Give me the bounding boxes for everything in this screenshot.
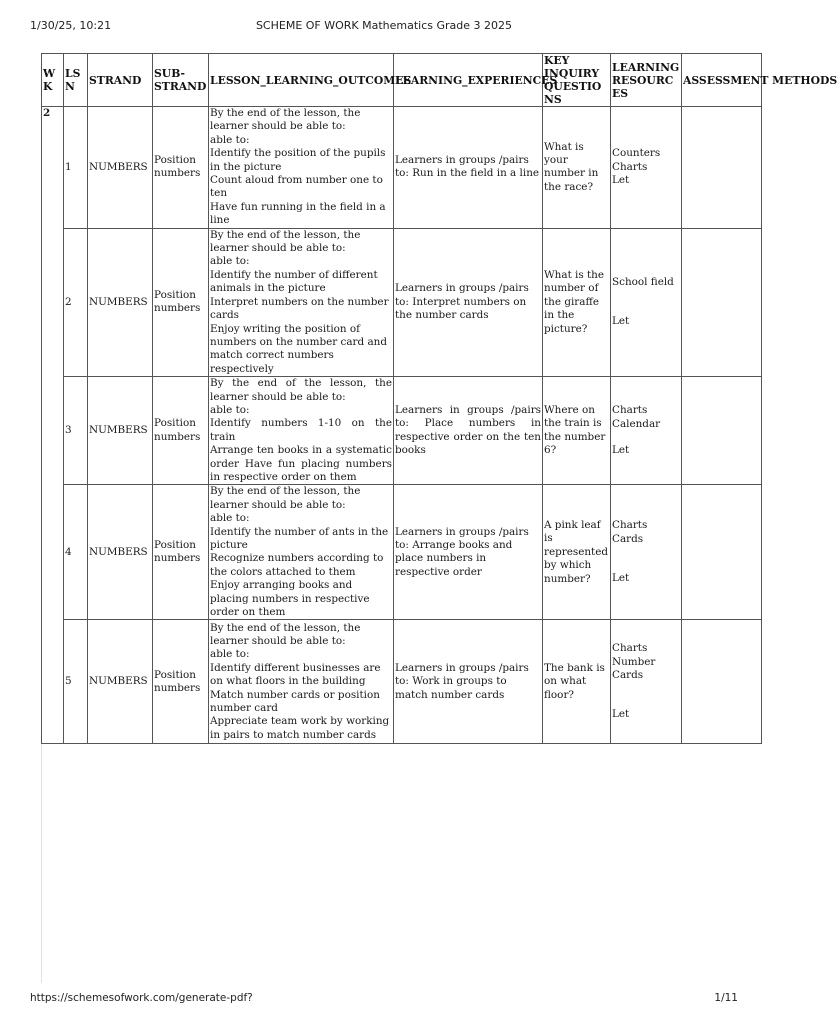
cell-outcomes: [209, 620, 394, 744]
resource-item: Counters: [612, 147, 661, 160]
cell-question: What is your number in the race?: [543, 107, 611, 229]
resource-item: Let: [612, 315, 630, 328]
resource-item: Cards: [612, 532, 644, 545]
outcome-line: Enjoy writing the position of numbers on the number card and match correct numbers respectively: [210, 322, 387, 375]
resource-spacer: [612, 546, 680, 572]
cell-lsn: 4: [64, 485, 88, 620]
cell-experiences: Learners in groups /pairs to: Arrange books and place numbers in respective order: [394, 485, 543, 620]
cell-resources: [611, 228, 682, 376]
outcome-line: By the end of the lesson, the learner should be able to:: [210, 621, 361, 648]
table-row: [42, 485, 762, 620]
col-header-outcomes: LESSON_LEARNING_OUTCOMES: [209, 54, 394, 107]
outcome-line: Identify numbers 1-10 on the train: [210, 417, 392, 443]
print-footer: [0, 992, 768, 1006]
table-viewport: [41, 53, 837, 741]
outcome-line: Identify the number of different animals in the picture: [210, 268, 378, 295]
col-header-resources: LEARNING RESOURCES: [611, 54, 682, 107]
resource-item: Let: [612, 572, 630, 585]
resource-item: Number: [612, 655, 656, 668]
cell-sub-strand: Position numbers: [153, 107, 209, 229]
cell-week: 2: [42, 107, 64, 744]
outcome-line: able to:: [210, 403, 250, 416]
cell-resources: [611, 107, 682, 229]
table-row: [42, 228, 762, 376]
cell-resources: [611, 620, 682, 744]
table-row: [42, 620, 762, 744]
page-number: 1/11: [714, 992, 738, 1004]
cell-experiences: Learners in groups /pairs to: Work in groups to match number cards: [394, 620, 543, 744]
cell-assessment: [682, 620, 762, 744]
resource-spacer: [612, 431, 680, 444]
cell-sub-strand: Position numbers: [153, 377, 209, 485]
cell-assessment: [682, 228, 762, 376]
print-datetime: 1/30/25, 10:21: [30, 19, 112, 32]
resource-item: Charts: [612, 404, 648, 417]
col-header-experiences: LEARNING_EXPERIENCES: [394, 54, 543, 107]
col-header-questions: KEY INQUIRY QUESTIONS: [543, 54, 611, 107]
cell-lsn: 1: [64, 107, 88, 229]
col-header-wk: WK: [42, 54, 64, 107]
cell-outcomes: [209, 377, 394, 485]
outcome-line: Interpret numbers on the number cards: [210, 295, 389, 322]
cell-question: What is the number of the giraffe in the picture?: [543, 228, 611, 376]
cell-lsn: 3: [64, 377, 88, 485]
cell-outcomes: [209, 485, 394, 620]
print-url: https://schemesofwork.com/generate-pdf?: [30, 992, 253, 1004]
cell-assessment: [682, 107, 762, 229]
outcome-line: Count aloud from number one to ten: [210, 174, 383, 200]
outcome-line: able to:: [210, 133, 250, 146]
outcome-line: able to:: [210, 648, 250, 661]
cell-experiences: Learners in groups /pairs to: Interpret numbers on the number cards: [394, 228, 543, 376]
table-header-row: [42, 54, 762, 107]
cell-lsn: 5: [64, 620, 88, 744]
cell-resources: [611, 485, 682, 620]
resource-item: Charts: [612, 642, 648, 655]
col-header-assessment: ASSESSMENT METHODS: [682, 54, 762, 107]
outcome-line: Arrange ten books in a systematic order Have fun placing numbers in respective order on them: [210, 444, 392, 483]
outcome-line: By the end of the lesson, the learner should be able to:: [210, 485, 361, 511]
outcome-line: By the end of the lesson, the learner should be able to:: [210, 377, 392, 403]
cell-assessment: [682, 377, 762, 485]
outcome-line: Identify the position of the pupils in the picture: [210, 147, 386, 173]
cell-outcomes: [209, 228, 394, 376]
resource-item: Cards: [612, 668, 644, 681]
outcome-line: Identify different businesses are on what floors in the building: [210, 661, 381, 688]
cell-lsn: 2: [64, 228, 88, 376]
outcome-line: Have fun running in the field in a line: [210, 200, 386, 227]
resource-spacer: [612, 682, 680, 708]
resource-item: Charts: [612, 519, 648, 532]
outcome-line: Recognize numbers according to the colors attached to them: [210, 552, 384, 578]
resource-item: Let: [612, 174, 630, 187]
cell-strand: NUMBERS: [88, 228, 153, 376]
cell-strand: NUMBERS: [88, 485, 153, 620]
outcome-line: Enjoy arranging books and placing numbers in respective order on them: [210, 579, 370, 619]
cell-sub-strand: Position numbers: [153, 620, 209, 744]
outcome-line: By the end of the lesson, the learner should be able to:: [210, 228, 361, 255]
cell-strand: NUMBERS: [88, 620, 153, 744]
cell-resources: [611, 377, 682, 485]
table-row: [42, 107, 762, 229]
outcome-line: able to:: [210, 255, 250, 268]
cell-strand: NUMBERS: [88, 107, 153, 229]
cell-strand: NUMBERS: [88, 377, 153, 485]
resource-item: Let: [612, 708, 630, 721]
print-title: SCHEME OF WORK Mathematics Grade 3 2025: [255, 19, 513, 32]
outcome-line: Appreciate team work by working in pairs to match number cards: [210, 715, 390, 741]
col-header-sub-strand: SUB-STRAND: [153, 54, 209, 107]
cell-experiences: Learners in groups /pairs to: Run in the field in a line: [394, 107, 543, 229]
print-header: [0, 19, 768, 33]
outcome-line: By the end of the lesson, the learner should be able to:: [210, 107, 361, 133]
resource-item: School field: [612, 275, 674, 288]
cell-sub-strand: Position numbers: [153, 228, 209, 376]
col-header-lsn: LSN: [64, 54, 88, 107]
cell-question: The bank is on what floor?: [543, 620, 611, 744]
outcome-line: Identify the number of ants in the picture: [210, 525, 389, 551]
outcome-line: able to:: [210, 512, 250, 525]
cell-outcomes: [209, 107, 394, 229]
outcome-line: Match number cards or position number card: [210, 688, 380, 715]
cell-question: Where on the train is the number 6?: [543, 377, 611, 485]
cell-experiences: Learners in groups /pairs to: Place numbers in respective order on the ten books: [394, 377, 543, 485]
resource-spacer: [612, 289, 680, 315]
resource-item: Let: [612, 443, 630, 456]
scheme-of-work-table: [41, 53, 837, 744]
cell-assessment: [682, 485, 762, 620]
table-row: [42, 377, 762, 485]
resource-item: Calendar: [612, 417, 661, 430]
cell-sub-strand: Position numbers: [153, 485, 209, 620]
resource-item: Charts: [612, 160, 648, 173]
cell-question: A pink leaf is represented by which number?: [543, 485, 611, 620]
col-header-strand: STRAND: [88, 54, 153, 107]
